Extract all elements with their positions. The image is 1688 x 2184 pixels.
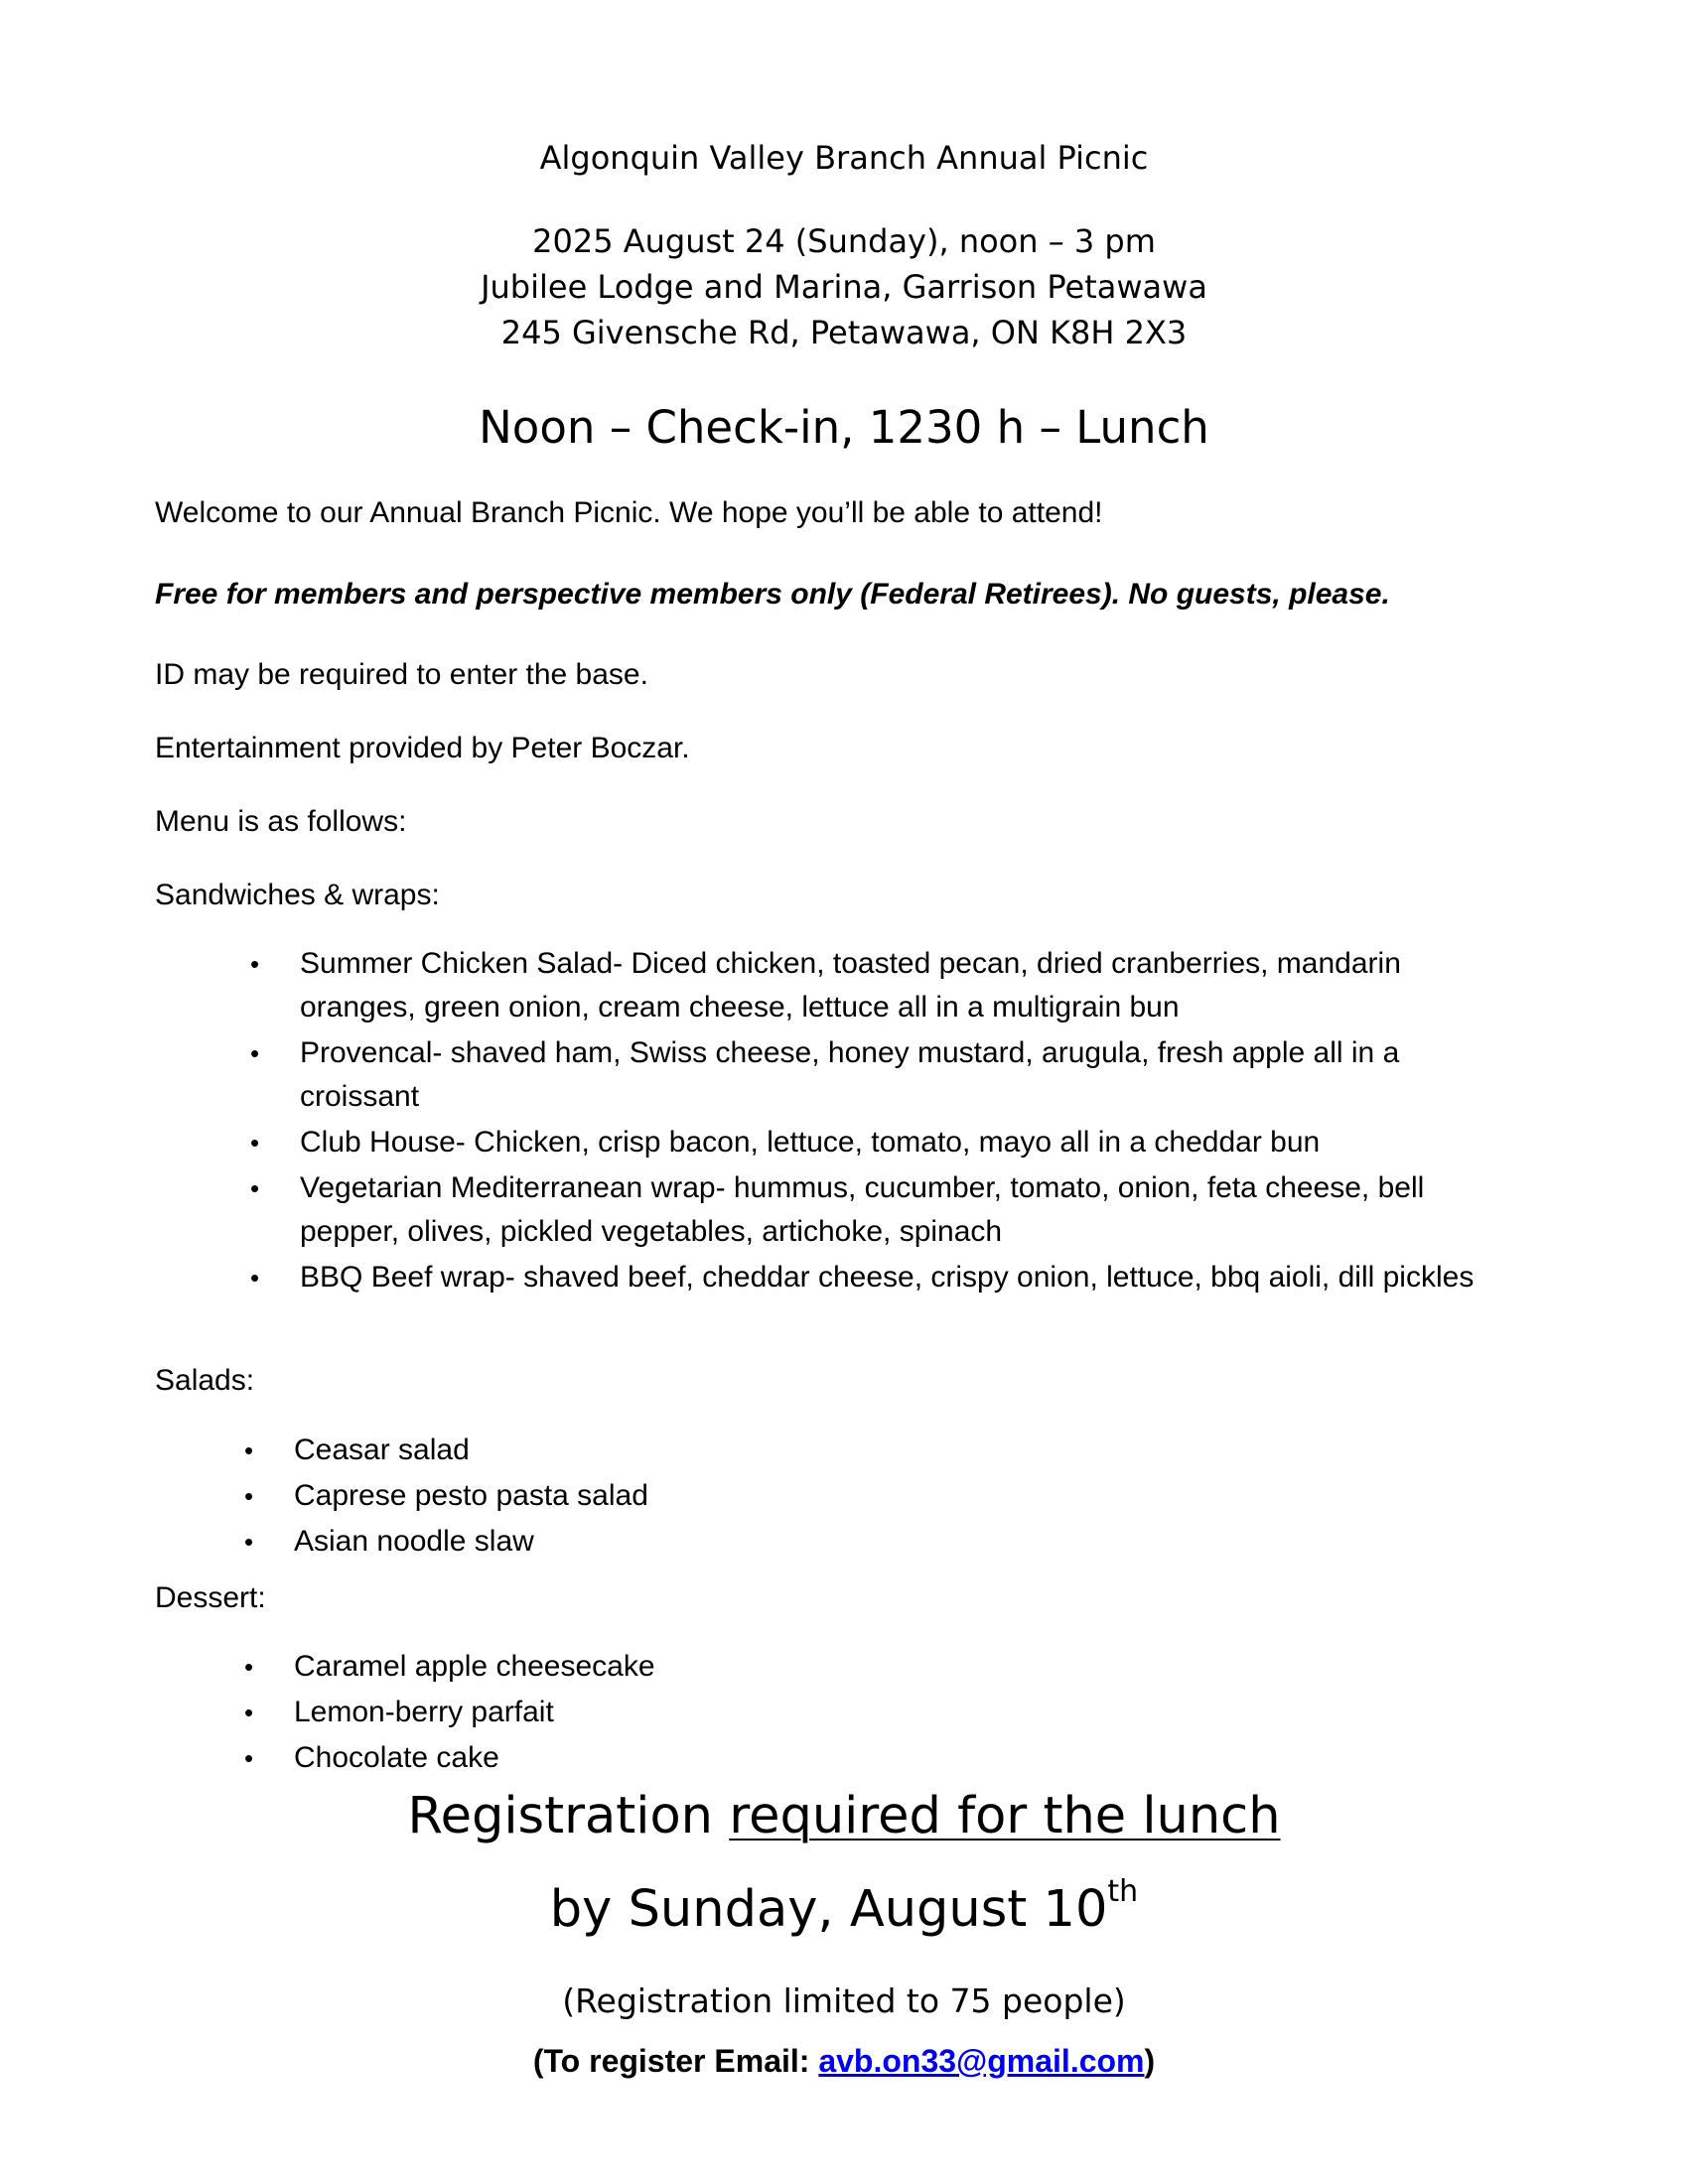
list-item (244, 1474, 1188, 1520)
bullet-icon: • (250, 949, 260, 979)
bullet-icon: • (244, 1435, 254, 1465)
list-item (244, 1520, 1188, 1566)
event-title: Algonquin Valley Branch Annual Picnic (539, 139, 1149, 177)
list-item (250, 1121, 1491, 1164)
menu-intro: Menu is as follows: (155, 805, 407, 838)
list-item (250, 1166, 1491, 1254)
registration-email-line (0, 2043, 1688, 2080)
list-item (244, 1645, 1188, 1691)
list-item-text: Caramel apple cheesecake (294, 1650, 655, 1683)
event-date-time: 2025 August 24 (Sunday), noon – 3 pm (532, 222, 1156, 260)
list-item-text: Vegetarian Mediterranean wrap- hummus, cucumber, tomato, onion, feta cheese, bell pepper, olives, pickled vegetables, artichoke, spinach (300, 1171, 1425, 1248)
bullet-icon: • (244, 1698, 254, 1727)
list-item-text: Lemon-berry parfait (294, 1696, 554, 1728)
email-link[interactable]: avb.on33@gmail.com (818, 2043, 1145, 2079)
list-item-text: Caprese pesto pasta salad (294, 1479, 648, 1512)
bullet-icon: • (250, 1263, 260, 1293)
list-item-text: BBQ Beef wrap- shaved beef, cheddar cheese, crispy onion, lettuce, bbq aioli, dill pickles (300, 1261, 1475, 1294)
bullet-icon: • (250, 1173, 260, 1203)
entertainment-text: Entertainment provided by Peter Boczar. (155, 732, 690, 764)
email-prefix: (To register Email: (532, 2043, 819, 2079)
event-venue: Jubilee Lodge and Marina, Garrison Petawawa (481, 268, 1207, 306)
event-schedule: Noon – Check-in, 1230 h – Lunch (479, 401, 1209, 454)
list-item-text: Summer Chicken Salad- Diced chicken, toasted pecan, dried cranberries, mandarin oranges, green onion, cream cheese, lettuce all in a multigrain bun (300, 947, 1401, 1024)
list-item (244, 1736, 1188, 1782)
sandwiches-list (250, 942, 1491, 1301)
welcome-text: Welcome to our Annual Branch Picnic. We hope you’ll be able to attend! (155, 496, 1103, 529)
list-item (250, 942, 1491, 1029)
salads-heading: Salads: (155, 1364, 255, 1397)
salads-list (244, 1429, 1188, 1566)
registration-prefix: Registration (407, 1787, 730, 1845)
registration-limit: (Registration limited to 75 people) (562, 1981, 1126, 2020)
bullet-icon: • (244, 1743, 254, 1773)
bullet-icon: • (250, 1038, 260, 1068)
ordinal-suffix: th (1107, 1874, 1139, 1909)
list-item-text: Club House- Chicken, crisp bacon, lettuce, tomato, mayo all in a cheddar bun (300, 1126, 1321, 1159)
registration-deadline-text: by Sunday, August 10 (549, 1880, 1108, 1939)
registration-deadline (0, 1874, 1688, 1939)
registration-required-text: required for the lunch (729, 1787, 1281, 1845)
list-item (250, 1031, 1491, 1119)
sandwiches-heading: Sandwiches & wraps: (155, 879, 440, 911)
bullet-icon: • (250, 1128, 260, 1158)
event-address: 245 Givensche Rd, Petawawa, ON K8H 2X3 (500, 314, 1188, 351)
desserts-list (244, 1645, 1188, 1782)
bullet-icon: • (244, 1652, 254, 1682)
email-suffix: ) (1144, 2043, 1156, 2079)
registration-heading (0, 1787, 1688, 1845)
bullet-icon: • (244, 1481, 254, 1511)
list-item-text: Ceasar salad (294, 1433, 470, 1466)
list-item-text: Provencal- shaved ham, Swiss cheese, honey mustard, arugula, fresh apple all in a croissant (300, 1036, 1400, 1113)
bullet-icon: • (244, 1527, 254, 1557)
free-notice: Free for members and perspective members only (Federal Retirees). No guests, please. (155, 578, 1390, 611)
id-notice: ID may be required to enter the base. (155, 658, 648, 691)
dessert-heading: Dessert: (155, 1581, 266, 1614)
list-item (244, 1691, 1188, 1736)
list-item (250, 1256, 1491, 1299)
list-item-text: Asian noodle slaw (294, 1525, 534, 1558)
list-item (244, 1429, 1188, 1474)
list-item-text: Chocolate cake (294, 1741, 499, 1774)
